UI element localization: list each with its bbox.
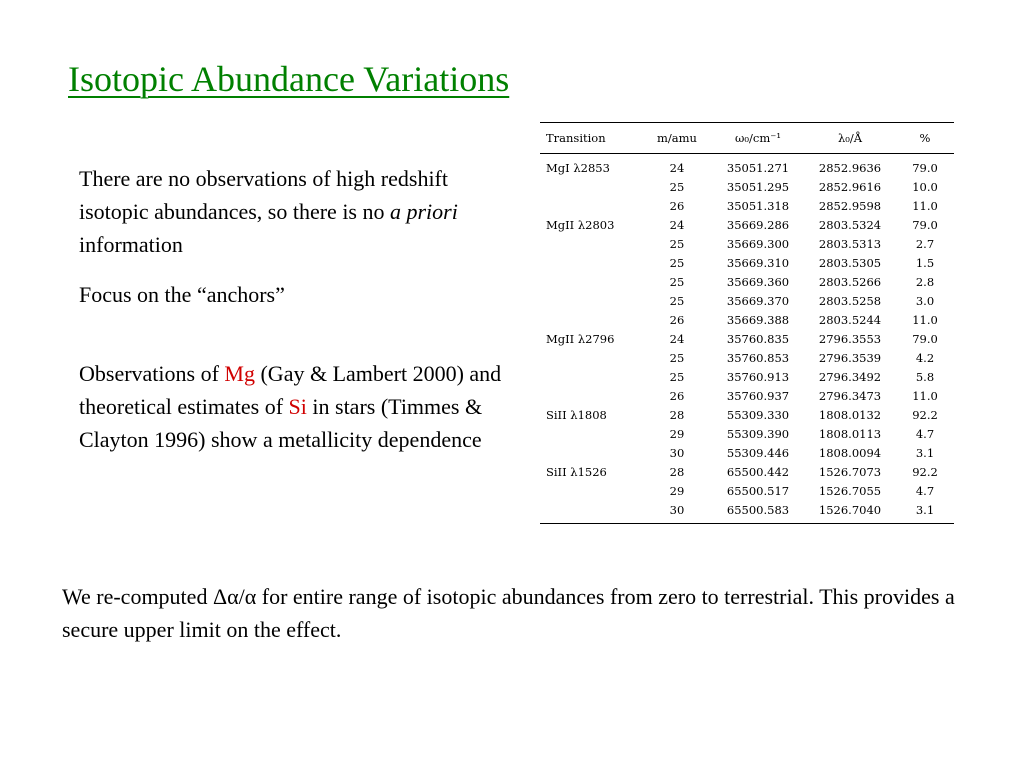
table-cell: 2803.5258 (818, 293, 882, 308)
table-cell: 2.7 (915, 236, 935, 251)
table-cell: 65500.583 (712, 500, 804, 524)
table-cell: 25 (669, 369, 685, 384)
table-row (540, 424, 954, 443)
table-cell: 2796.3553 (818, 331, 882, 346)
table-cell: 28 (669, 464, 685, 479)
table-row (540, 253, 954, 272)
table-cell: 1808.0094 (818, 445, 882, 460)
intro-paragraph (79, 162, 519, 261)
table-cell: 2852.9636 (818, 160, 882, 175)
table-cell: 2796.3473 (818, 388, 882, 403)
a-priori-term: a priori (390, 199, 458, 224)
observations-text-1: Observations of (79, 361, 225, 386)
table-cell: 35051.271 (726, 160, 790, 175)
table-cell: 35760.835 (726, 331, 790, 346)
table-cell: 3.1 (915, 445, 935, 460)
table-cell: 2803.5324 (818, 217, 882, 232)
table-cell: 2796.3492 (818, 369, 882, 384)
table-row (540, 443, 954, 462)
table-cell (540, 234, 642, 253)
table-cell: 11.0 (912, 198, 938, 213)
table-cell: 11.0 (912, 388, 938, 403)
table-row (540, 291, 954, 310)
table-cell (540, 500, 642, 524)
table-cell: 55309.330 (726, 407, 790, 422)
intro-text-end: information (79, 232, 183, 257)
table-cell (540, 424, 642, 443)
mg-element: Mg (224, 361, 255, 386)
table-cell: 79.0 (912, 160, 938, 175)
table-cell: 29 (669, 426, 685, 441)
table-cell: 1.5 (915, 255, 935, 270)
table-cell (540, 367, 642, 386)
table-cell: 35760.937 (726, 388, 790, 403)
table-cell: 35760.853 (726, 350, 790, 365)
table-cell (540, 272, 642, 291)
observations-paragraph (79, 357, 519, 456)
table-cell: 2.8 (915, 274, 935, 289)
table-cell: 79.0 (912, 217, 938, 232)
table-row (540, 462, 954, 481)
table-cell: 1526.7040 (804, 500, 896, 524)
isotope-table (540, 122, 954, 524)
table-cell: 29 (669, 483, 685, 498)
table-cell: 25 (669, 350, 685, 365)
table-row (540, 215, 954, 234)
table-cell: 35669.360 (726, 274, 790, 289)
table-cell: 2796.3539 (818, 350, 882, 365)
table-header-cell: Transition (540, 123, 642, 154)
table-cell: 35669.300 (726, 236, 790, 251)
table-cell: 1808.0132 (818, 407, 882, 422)
table-row (540, 386, 954, 405)
table-cell: 25 (669, 274, 685, 289)
table-row (540, 500, 954, 524)
table-cell: 26 (669, 312, 685, 327)
table-row (540, 481, 954, 500)
table-cell: SiII λ1808 (546, 407, 607, 422)
table-cell (540, 253, 642, 272)
table-cell: MgII λ2803 (546, 217, 615, 232)
table-cell: 30 (642, 500, 712, 524)
table-row (540, 310, 954, 329)
table-cell: 92.2 (912, 464, 938, 479)
table-cell: 65500.442 (726, 464, 790, 479)
table-row (540, 196, 954, 215)
table-cell: 35669.388 (726, 312, 790, 327)
observations-text-2: (Gay & Lambert 2000) and theoretical estimates of (79, 361, 502, 419)
table-cell: 2852.9598 (818, 198, 882, 213)
table-cell: 10.0 (912, 179, 938, 194)
table-row (540, 154, 954, 178)
table-cell: 79.0 (912, 331, 938, 346)
table-cell: 35051.318 (726, 198, 790, 213)
table-cell: 55309.390 (726, 426, 790, 441)
table-cell: 4.7 (915, 426, 935, 441)
table-header-cell: m/amu (642, 123, 712, 154)
table-header-cell: ω₀/cm⁻¹ (712, 123, 804, 154)
table-row (540, 177, 954, 196)
table-cell: 26 (669, 198, 685, 213)
table-cell (540, 177, 642, 196)
table-cell: 2803.5244 (818, 312, 882, 327)
table-cell: 28 (669, 407, 685, 422)
table-cell: 30 (669, 445, 685, 460)
table-cell: 4.2 (915, 350, 935, 365)
table-cell: 4.7 (915, 483, 935, 498)
table-cell: 1526.7055 (818, 483, 882, 498)
table-cell (540, 481, 642, 500)
table-cell (540, 348, 642, 367)
table-cell: 55309.446 (726, 445, 790, 460)
observations-text-3: in stars (Timmes & Clayton 1996) show a metallicity dependence (79, 394, 483, 452)
table-cell: 35760.913 (726, 369, 790, 384)
table-cell: 2852.9616 (818, 179, 882, 194)
table-cell: 3.1 (896, 500, 954, 524)
table-cell (540, 386, 642, 405)
table-cell (540, 291, 642, 310)
slide-title: Isotopic Abundance Variations (68, 59, 510, 99)
table-header-cell: λ₀/Å (804, 123, 896, 154)
table-cell: 24 (669, 331, 685, 346)
table-cell: 35669.310 (726, 255, 790, 270)
table-cell: MgII λ2796 (546, 331, 615, 346)
anchors-paragraph: Focus on the “anchors” (79, 282, 285, 307)
table-cell: 25 (669, 236, 685, 251)
table-cell: 1808.0113 (818, 426, 882, 441)
table-cell: 24 (669, 217, 685, 232)
table-row (540, 234, 954, 253)
table-cell: 26 (669, 388, 685, 403)
table-cell (540, 196, 642, 215)
table-header-row (540, 123, 954, 154)
table-cell: 2803.5313 (818, 236, 882, 251)
intro-text-start: There are no observations of high redshift isotopic abundances, so there is no (79, 166, 448, 224)
table-cell: 25 (669, 179, 685, 194)
table-row (540, 329, 954, 348)
table-cell: SiII λ1526 (546, 464, 607, 479)
table-cell: 1526.7073 (818, 464, 882, 479)
table-cell: 35669.370 (726, 293, 790, 308)
table-cell: 35051.295 (726, 179, 790, 194)
table-row (540, 367, 954, 386)
table-cell: MgI λ2853 (546, 160, 610, 175)
table-cell: 5.8 (915, 369, 935, 384)
table-cell (540, 443, 642, 462)
table-cell: 2803.5305 (818, 255, 882, 270)
table-cell: 25 (669, 293, 685, 308)
si-element: Si (288, 394, 307, 419)
table-cell: 3.0 (915, 293, 935, 308)
table-cell: 92.2 (912, 407, 938, 422)
table-cell: 2803.5266 (818, 274, 882, 289)
table-cell: 25 (669, 255, 685, 270)
table-row (540, 405, 954, 424)
conclusion-paragraph: We re-computed Δα/α for entire range of isotopic abundances from zero to terrestrial. This provides a secure upper limit on the effect. (62, 584, 955, 642)
table-cell: 11.0 (912, 312, 938, 327)
table-cell: 24 (669, 160, 685, 175)
table-cell: 65500.517 (726, 483, 790, 498)
table-cell: 35669.286 (726, 217, 790, 232)
table-body (540, 154, 954, 524)
table-header-cell: % (896, 123, 954, 154)
table-row (540, 348, 954, 367)
table-row (540, 272, 954, 291)
table-cell (540, 310, 642, 329)
